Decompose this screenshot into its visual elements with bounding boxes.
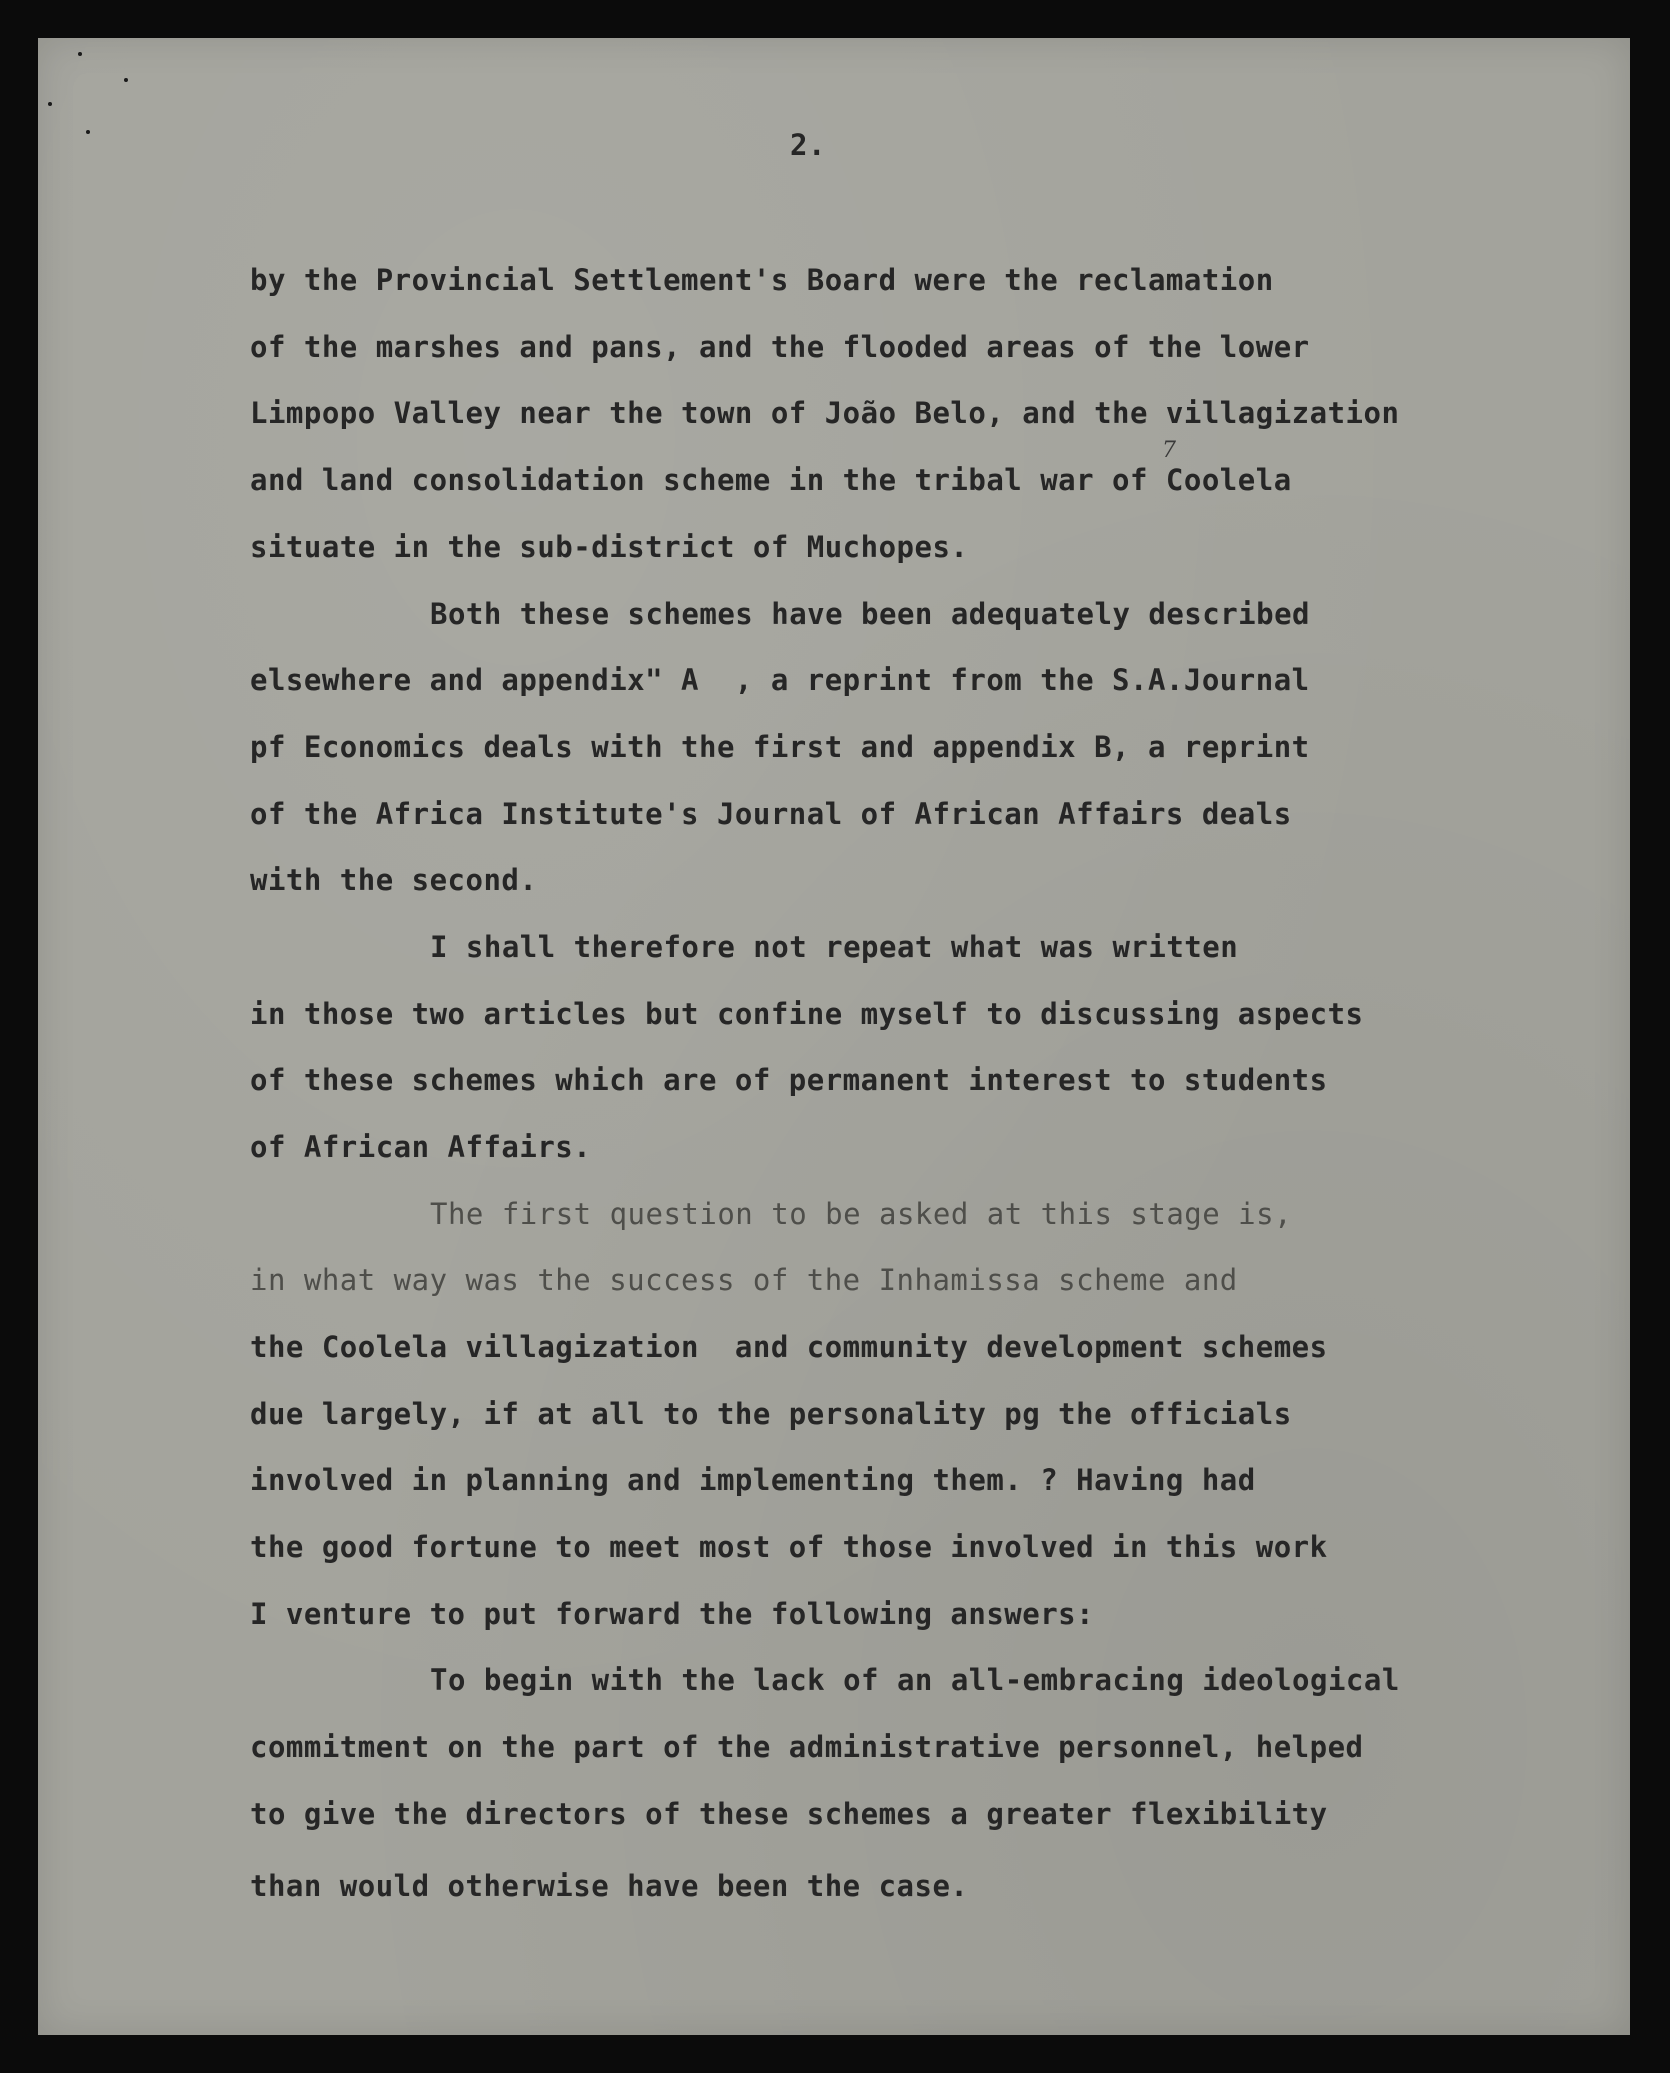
text-line: in those two articles but confine myself to discussing aspects bbox=[250, 997, 1364, 1031]
text-line: of the Africa Institute's Journal of African Affairs deals bbox=[250, 797, 1292, 831]
text-line: by the Provincial Settlement's Board were the reclamation bbox=[250, 263, 1274, 297]
text-line: in what way was the success of the Inhamissa scheme and bbox=[250, 1263, 1238, 1297]
page-number: 2. bbox=[790, 128, 826, 162]
text-line: due largely, if at all to the personality pg the officials bbox=[250, 1397, 1292, 1431]
text-line: of African Affairs. bbox=[250, 1130, 592, 1164]
text-line: involved in planning and implementing them. ? Having had bbox=[250, 1463, 1256, 1497]
text-line: and land consolidation scheme in the tribal war of Coolela bbox=[250, 463, 1292, 497]
text-line: to give the directors of these schemes a greater flexibility bbox=[250, 1797, 1328, 1831]
text-line: I venture to put forward the following answers: bbox=[250, 1597, 1095, 1631]
ink-speck bbox=[86, 130, 90, 134]
text-line: of these schemes which are of permanent interest to students bbox=[250, 1063, 1328, 1097]
text-line: situate in the sub-district of Muchopes. bbox=[250, 530, 969, 564]
text-line: the Coolela villagization and community development schemes bbox=[250, 1330, 1328, 1364]
text-line: than would otherwise have been the case. bbox=[250, 1869, 969, 1903]
text-line: elsewhere and appendix" A , a reprint from the S.A.Journal bbox=[250, 663, 1310, 697]
text-line: of the marshes and pans, and the flooded areas of the lower bbox=[250, 330, 1310, 364]
text-line: I shall therefore not repeat what was written bbox=[430, 930, 1239, 964]
handwritten-margin-mark: 7 bbox=[1162, 438, 1176, 463]
ink-speck bbox=[124, 78, 128, 82]
ink-speck bbox=[78, 52, 82, 56]
ink-speck bbox=[48, 102, 52, 106]
text-line: Both these schemes have been adequately described bbox=[430, 597, 1311, 631]
text-line: The first question to be asked at this stage is, bbox=[430, 1197, 1293, 1231]
text-line: Limpopo Valley near the town of João Belo, and the villagization bbox=[250, 396, 1400, 430]
text-line: the good fortune to meet most of those involved in this work bbox=[250, 1530, 1328, 1564]
text-line: with the second. bbox=[250, 863, 538, 897]
text-line: commitment on the part of the administrative personnel, helped bbox=[250, 1730, 1364, 1764]
text-line: To begin with the lack of an all-embracing ideological bbox=[430, 1663, 1400, 1697]
text-line: pf Economics deals with the first and appendix B, a reprint bbox=[250, 730, 1310, 764]
